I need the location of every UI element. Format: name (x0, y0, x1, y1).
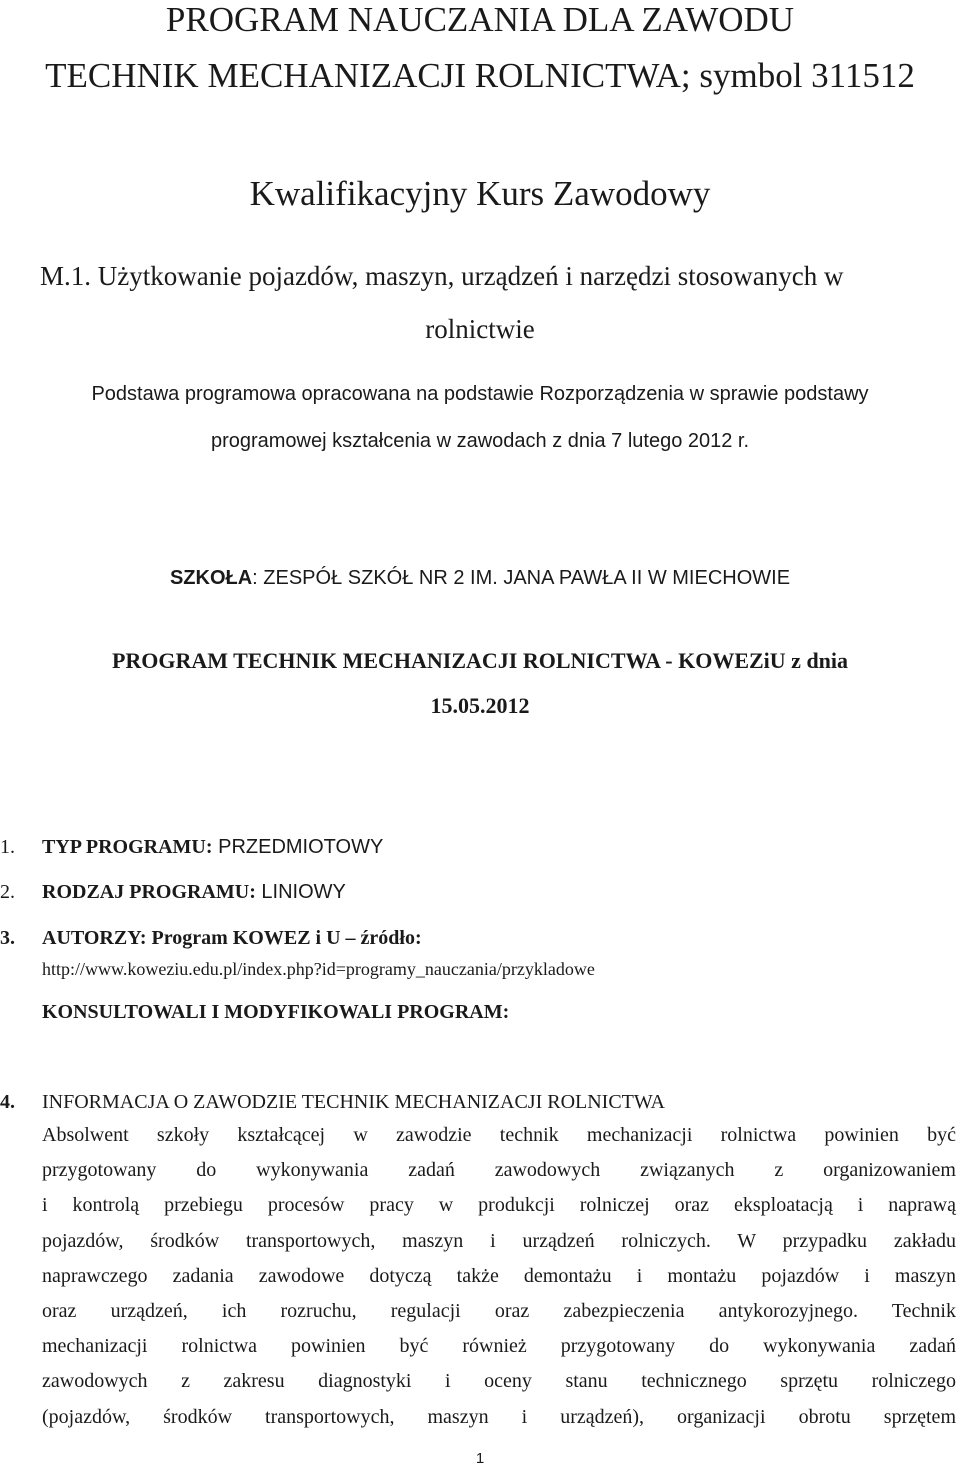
list-item-value: INFORMACJA O ZAWODZIE TECHNIK MECHANIZACJI ROLNICTWA (42, 1091, 665, 1113)
page-number: 1 (475, 1450, 485, 1467)
document-title-line-1: PROGRAM NAUCZANIA DLA ZAWODU (165, 0, 795, 39)
course-title: Kwalifikacyjny Kurs Zawodowy (249, 174, 711, 213)
source-url: http://www.koweziu.edu.pl/index.php?id=programy_nauczania/przykladowe (42, 959, 595, 979)
school-label: SZKOŁA (169, 567, 253, 589)
list-item-label: AUTORZY: Program KOWEZ i U – źródło: (42, 927, 422, 949)
list-item-number: 3. (0, 927, 15, 949)
school-line (0, 564, 960, 592)
paragraph-line: zawodowych z zakresu diagnostyki i oceny stanu technicznego sprzętu rolniczego (42, 1370, 956, 1393)
list-item-number: 2. (0, 881, 15, 903)
paragraph-line: przygotowany do wykonywania zadań zawodowych związanych z organizowaniem (42, 1159, 956, 1182)
list-item-number: 1. (0, 836, 15, 858)
list-item-label: TYP PROGRAMU: (42, 836, 213, 858)
document-title-line-2: TECHNIK MECHANIZACJI ROLNICTWA; symbol 311512 (45, 56, 915, 95)
module-title-line-2: rolnictwie (425, 314, 535, 344)
paragraph-line: mechanizacji rolnictwa powinien być również przygotowany do wykonywania zadań (42, 1335, 956, 1358)
paragraph-line: pojazdów, środków transportowych, maszyn i urządzeń rolniczych. W przypadku zakładu (42, 1229, 956, 1252)
list-item-number: 4. (0, 1091, 15, 1113)
consulted-heading: KONSULTOWALI I MODYFIKOWALI PROGRAM: (42, 1001, 510, 1023)
basis-line-1: Podstawa programowa opracowana na podstawie Rozporządzenia w sprawie podstawy (91, 383, 869, 405)
program-line-2: 15.05.2012 (430, 693, 530, 718)
paragraph-line: i kontrolą przebiegu procesów pracy w produkcji rolniczej oraz eksploatacją i naprawą (42, 1194, 956, 1217)
occupation-paragraph (42, 1118, 956, 1435)
paragraph-line: oraz urządzeń, ich rozruchu, regulacji oraz zabezpieczenia antykorozyjnego. Technik (42, 1299, 956, 1322)
list-item-value: PRZEDMIOTOWY (212, 836, 384, 858)
module-title-line-1: M.1. Użytkowanie pojazdów, maszyn, urządzeń i narzędzi stosowanych w (40, 261, 844, 291)
list-item-label: RODZAJ PROGRAMU: (42, 881, 256, 903)
school-name: : ZESPÓŁ SZKÓŁ NR 2 IM. JANA PAWŁA II W MIECHOWIE (252, 567, 791, 589)
basis-line-2: programowej kształcenia w zawodach z dnia 7 lutego 2012 r. (210, 430, 750, 452)
paragraph-line: Absolwent szkoły kształcącej w zawodzie technik mechanizacji rolnictwa powinien być (42, 1124, 956, 1146)
list-item-value: LINIOWY (255, 881, 346, 903)
paragraph-line: (pojazdów, środków transportowych, maszyn i urządzeń), organizacji obrotu sprzętem (42, 1405, 956, 1428)
program-line-1: PROGRAM TECHNIK MECHANIZACJI ROLNICTWA - KOWEZiU z dnia (111, 648, 849, 673)
paragraph-line: naprawczego zadania zawodowe dotyczą także demontażu i montażu pojazdów i maszyn (42, 1264, 956, 1287)
